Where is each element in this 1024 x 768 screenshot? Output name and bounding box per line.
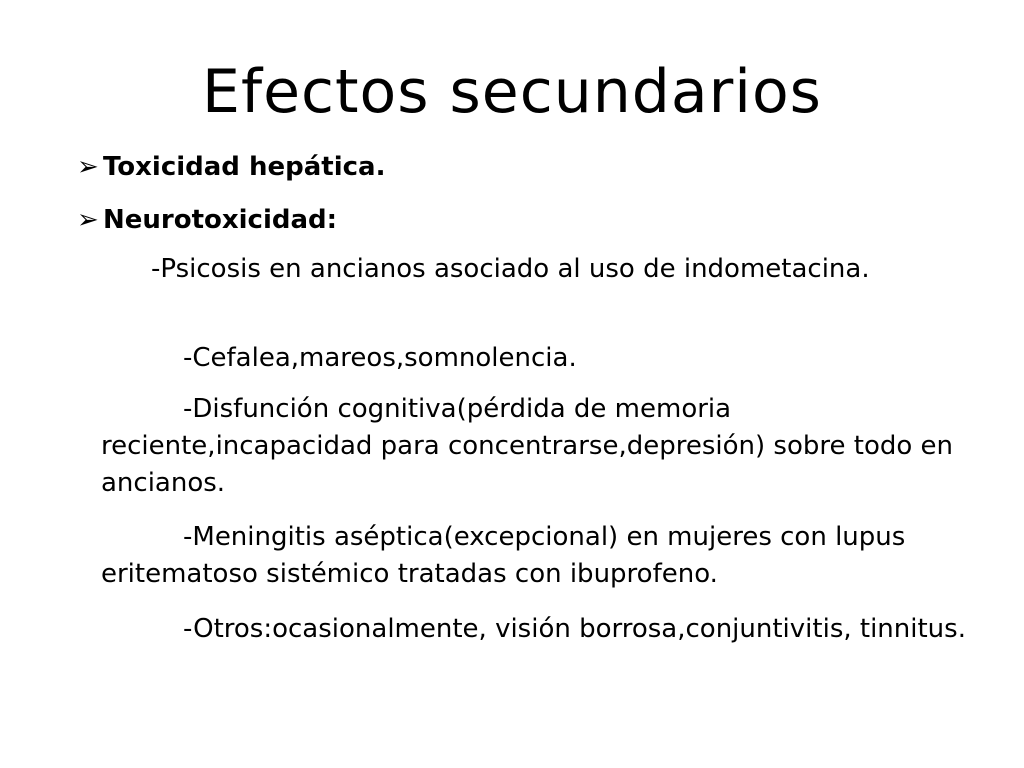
sub-item-otros: -Otros:ocasionalmente, visión borrosa,conjuntivitis, tinnitus. [183, 614, 966, 644]
bullet-label: Toxicidad hepática. [103, 152, 386, 182]
sub-item-disfuncion-cognitiva: -Disfunción cognitiva(pérdida de memoria reciente,incapacidad para concentrarse,depresión) sobre todo en ancianos. [101, 394, 954, 498]
sub-item-cefalea: -Cefalea,mareos,somnolencia. [183, 343, 577, 373]
arrow-bullet-icon: ➢ [77, 152, 99, 182]
bullet-item-neurotoxicidad [77, 203, 337, 237]
bullet-label: Neurotoxicidad: [103, 205, 338, 235]
sub-item-meningitis: -Meningitis aséptica(excepcional) en mujeres con lupus eritematoso sistémico tratadas con ibuprofeno. [101, 522, 906, 589]
slide-title: Efectos secundarios [202, 57, 822, 127]
bullet-item-toxicidad [77, 150, 385, 184]
arrow-bullet-icon: ➢ [77, 205, 99, 235]
sub-item-psicosis: -Psicosis en ancianos asociado al uso de indometacina. [151, 254, 870, 284]
